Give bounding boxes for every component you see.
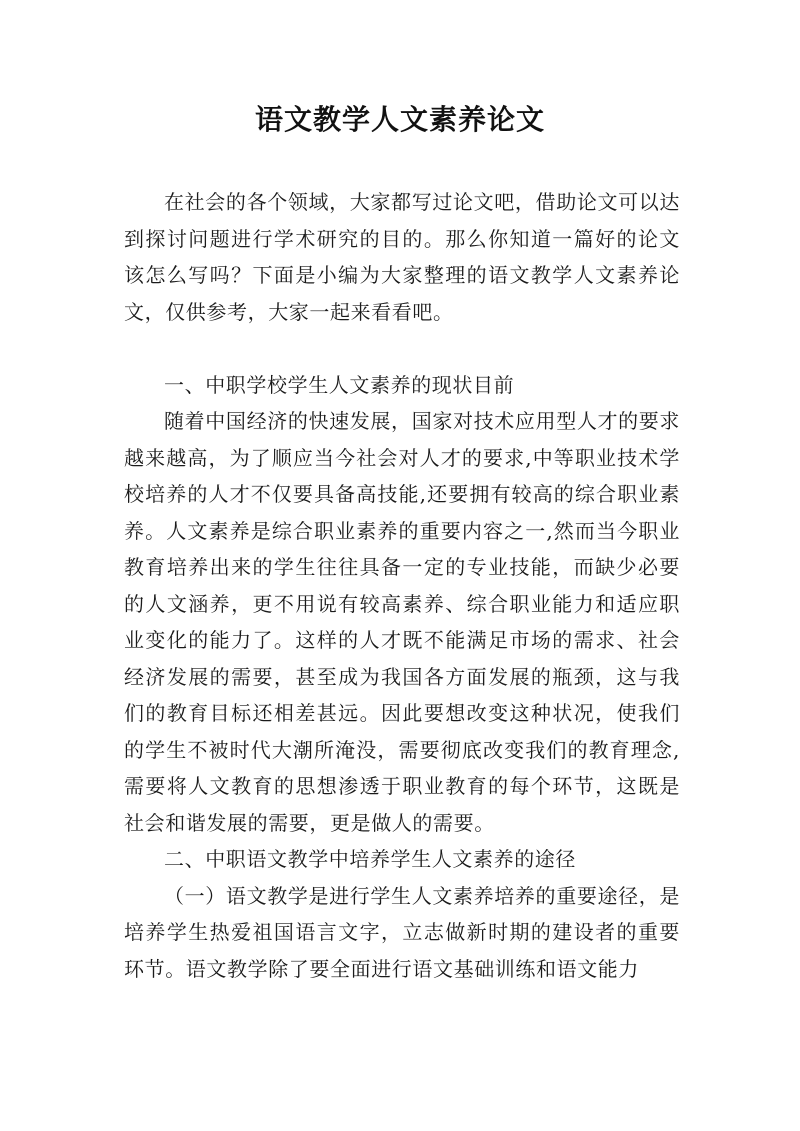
document-title: 语文教学人文素养论文 [254, 103, 545, 136]
body-paragraph-1: 随着中国经济的快速发展，国家对技术应用型人才的要求越来越高，为了顺应当今社会对人才的要求,中等职业技术学校培养的人才不仅要具备高技能,还要拥有较高的综合职业素养。人文素养是综合职业素养的重要内容之一,然而当今职业教育培养出来的学生往往具备一定的专业技能，而缺少必要的人文涵养，更不用说有较高素养、综合职业能力和适应职业变化的能力了。这样的人才既不能满足市场的需求、社会经济发展的需要，甚至成为我国各方面发展的瓶颈，这与我们的教育目标还相差甚远。因此要想改变这种状况，使我们的学生不被时代大潮所淹没，需要彻底改变我们的教育理念,需要将人文教育的思想渗透于职业教育的每个环节，这既是社会和谐发展的需要，更是做人的需要。 [124, 409, 680, 835]
document-body [124, 184, 680, 987]
paragraph-spacer [124, 330, 680, 367]
body-paragraph-2: （一）语文教学是进行学生人文素养培养的重要途径，是培养学生热爱祖国语言文字，立志做新时期的建设者的重要环节。语文教学除了要全面进行语文基础训练和语文能力 [124, 883, 680, 981]
section-heading-1: 一、中职学校学生人文素养的现状目前 [164, 372, 515, 397]
section-heading-2: 二、中职语文教学中培养学生人文素养的途径 [164, 847, 576, 871]
intro-paragraph: 在社会的各个领域，大家都写过论文吧，借助论文可以达到探讨问题进行学术研究的目的。那么你知道一篇好的论文该怎么写吗？下面是小编为大家整理的语文教学人文素养论文，仅供参考，大家一起来看看吧。 [124, 190, 680, 324]
